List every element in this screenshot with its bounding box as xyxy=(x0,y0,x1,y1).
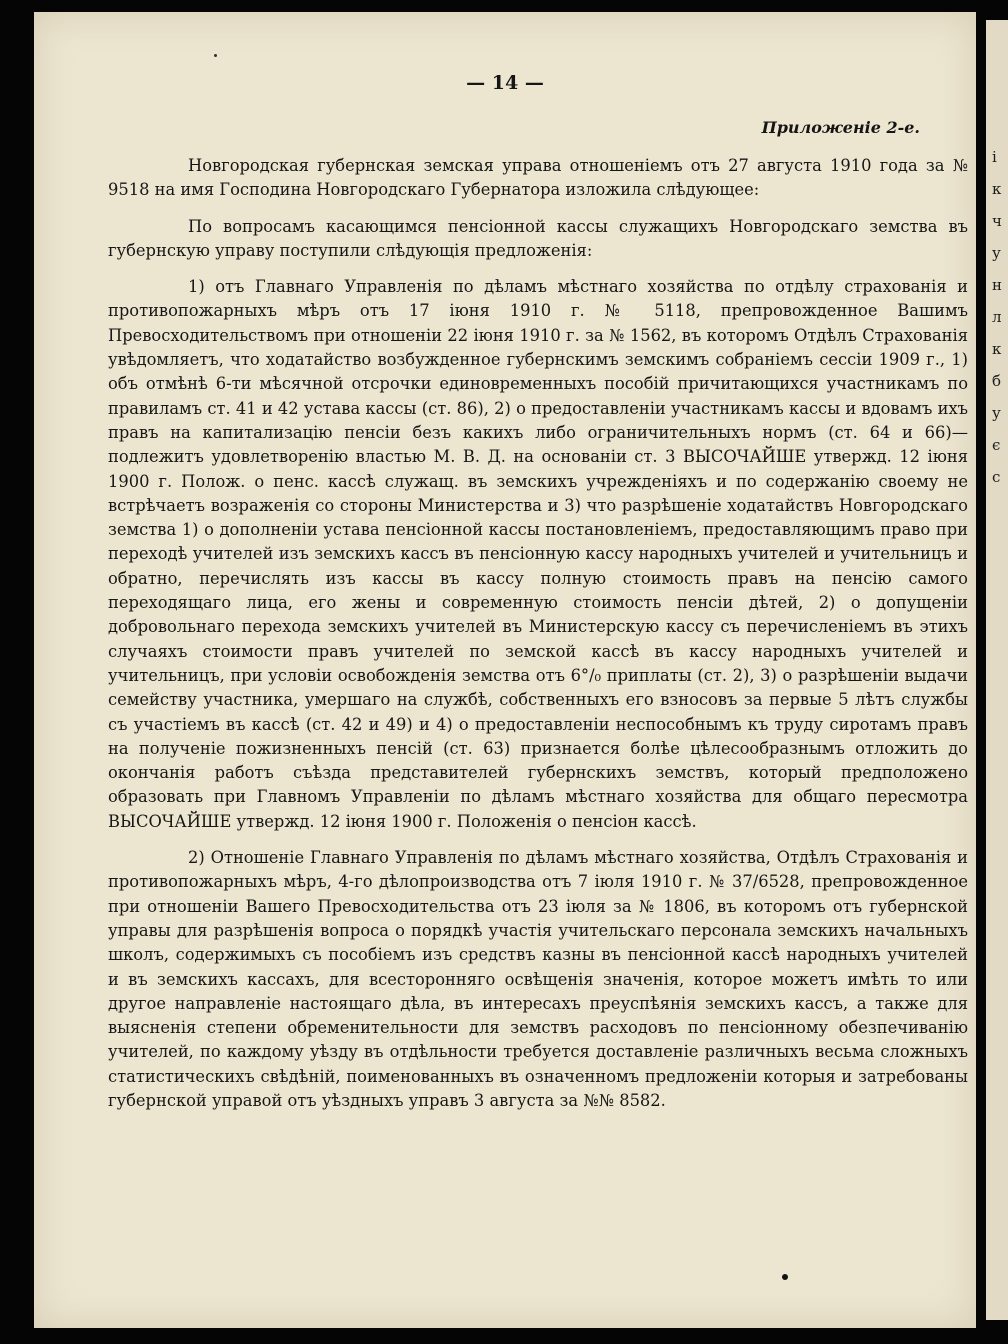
adjacent-page-edge xyxy=(986,20,1008,1320)
document-page xyxy=(34,12,976,1328)
next-page-fragment: л xyxy=(992,308,1002,326)
next-page-fragment: у xyxy=(992,404,1001,422)
next-page-fragment: с xyxy=(992,468,1001,486)
paragraph-item-2: 2) Отношеніе Главнаго Управленія по дѣламъ мѣстнаго хозяйства, Отдѣлъ Страхованія и противопожарныхъ мѣръ, 4-го дѣлопроизводства отъ 7 іюля 1910 г. № 37/6528, препровожденное при отношеніи Вашего Превосходительства отъ 23 іюля за № 1806, въ которомъ отъ губернской управы для разрѣшенія вопроса о порядкѣ участія учительскаго персонала земскихъ начальныхъ школъ, содержимыхъ съ пособіемъ изъ средствъ казны въ пенсіонной кассѣ народныхъ учителей и въ земскихъ кассахъ, для всесторонняго освѣщенія значенія, которое можетъ имѣть то или другое направленіе настоящаго дѣла, въ интересахъ преуспѣянія земскихъ кассъ, а также для выясненія степени обременительности для земствъ расходовъ по пенсіонному обезпечиванію учителей, по каждому уѣзду въ отдѣльности требуется доставленіе различныхъ весьма сложныхъ статистическихъ свѣдѣній, поименованныхъ въ означенномъ предложеніи которыя и затребованы губернской управой отъ уѣздныхъ управъ 3 августа за №№ 8582. xyxy=(108,848,968,1110)
next-page-fragment: є xyxy=(992,436,1001,454)
paper-speck xyxy=(214,54,217,57)
paragraph-questions: По вопросамъ касающимся пенсіонной кассы служащихъ Новгородскаго земства въ губернскую управу поступили слѣдующія предложенія: xyxy=(108,216,968,260)
next-page-fragment: ч xyxy=(992,212,1002,230)
next-page-fragment: у xyxy=(992,244,1001,262)
next-page-fragment: к xyxy=(992,340,1002,358)
next-page-fragment: к xyxy=(992,180,1002,198)
next-page-fragment: б xyxy=(992,372,1002,390)
paragraph-item-1: 1) отъ Главнаго Управленія по дѣламъ мѣстнаго хозяйства по отдѣлу страхованія и противопожарныхъ мѣръ отъ 17 іюня 1910 г. № 5118, препровожденное Вашимъ Превосходительствомъ при отношеніи 22 іюня 1910 г. за № 1562, въ которомъ Отдѣлъ Страхованія увѣдомляетъ, что ходатайство возбужденное губернскимъ земскимъ собраніемъ сессіи 1909 г., 1) объ отмѣнѣ 6-ти мѣсячной отсрочки единовременныхъ пособій причитающихся участникамъ по правиламъ ст. 41 и 42 устава кассы (ст. 86), 2) о предоставленіи участникамъ кассы и вдовамъ ихъ правъ на капитализацію пенсіи безъ какихъ либо ограничительныхъ нормъ (ст. 64 и 66)—подлежитъ удовлетворенію властью М. В. Д. на основаніи ст. 3 ВЫСОЧАЙШЕ утвержд. 12 іюня 1900 г. Полож. о пенс. кассѣ служащ. въ земскихъ учрежденіяхъ и по содержанію своему не встрѣчаетъ возраженія со стороны Министерства и 3) что разрѣшеніе ходатайствъ Новгородскаго земства 1) о дополненіи устава пенсіонной кассы постановленіемъ, предоставляющимъ право при переходѣ учителей изъ земскихъ кассъ въ пенсіонную кассу народныхъ учителей и учительницъ и обратно, перечислять изъ кассы въ кассу полную стоимость правъ на пенсію самого переходящаго лица, его жены и современную стоимость пенсіи дѣтей, 2) о допущеніи добровольнаго перехода земскихъ учителей въ Министерскую кассу съ перечисленіемъ въ этихъ случаяхъ стоимости правъ учителей по земской кассѣ въ кассу народныхъ учителей и учительницъ, при условіи освобожденія земства отъ 6°/₀ приплаты (ст. 2), 3) о разрѣшеніи выдачи семейству участника, умершаго на службѣ, собственныхъ его взносовъ за первые 5 лѣтъ службы съ участіемъ въ кассѣ (ст. 42 и 49) и 4) о предоставленіи неспособнымъ къ труду сиротамъ правъ на полученіе пожизненныхъ пенсій (ст. 63) признается болѣе цѣлесообразнымъ отложить до окончанія работъ съѣзда представителей губернскихъ земствъ, который предположено образовать при Главномъ Управленіи по дѣламъ мѣстнаго хозяйства для общаго пересмотра ВЫСОЧАЙШЕ утвержд. 12 іюня 1900 г. Положенія о пенсіон кассѣ. xyxy=(108,277,968,831)
next-page-fragment: н xyxy=(992,276,1002,294)
appendix-label: Приложеніе 2-е. xyxy=(761,118,920,137)
next-page-fragment: і xyxy=(992,148,997,166)
paragraph-intro: Новгородская губернская земская управа отношеніемъ отъ 27 августа 1910 года за № 9518 на имя Господина Новгородскаго Губернатора изложила слѣдующее: xyxy=(108,156,968,200)
body-text xyxy=(108,154,968,1113)
ink-dot xyxy=(782,1274,788,1280)
page-number: — 14 — xyxy=(466,72,544,94)
